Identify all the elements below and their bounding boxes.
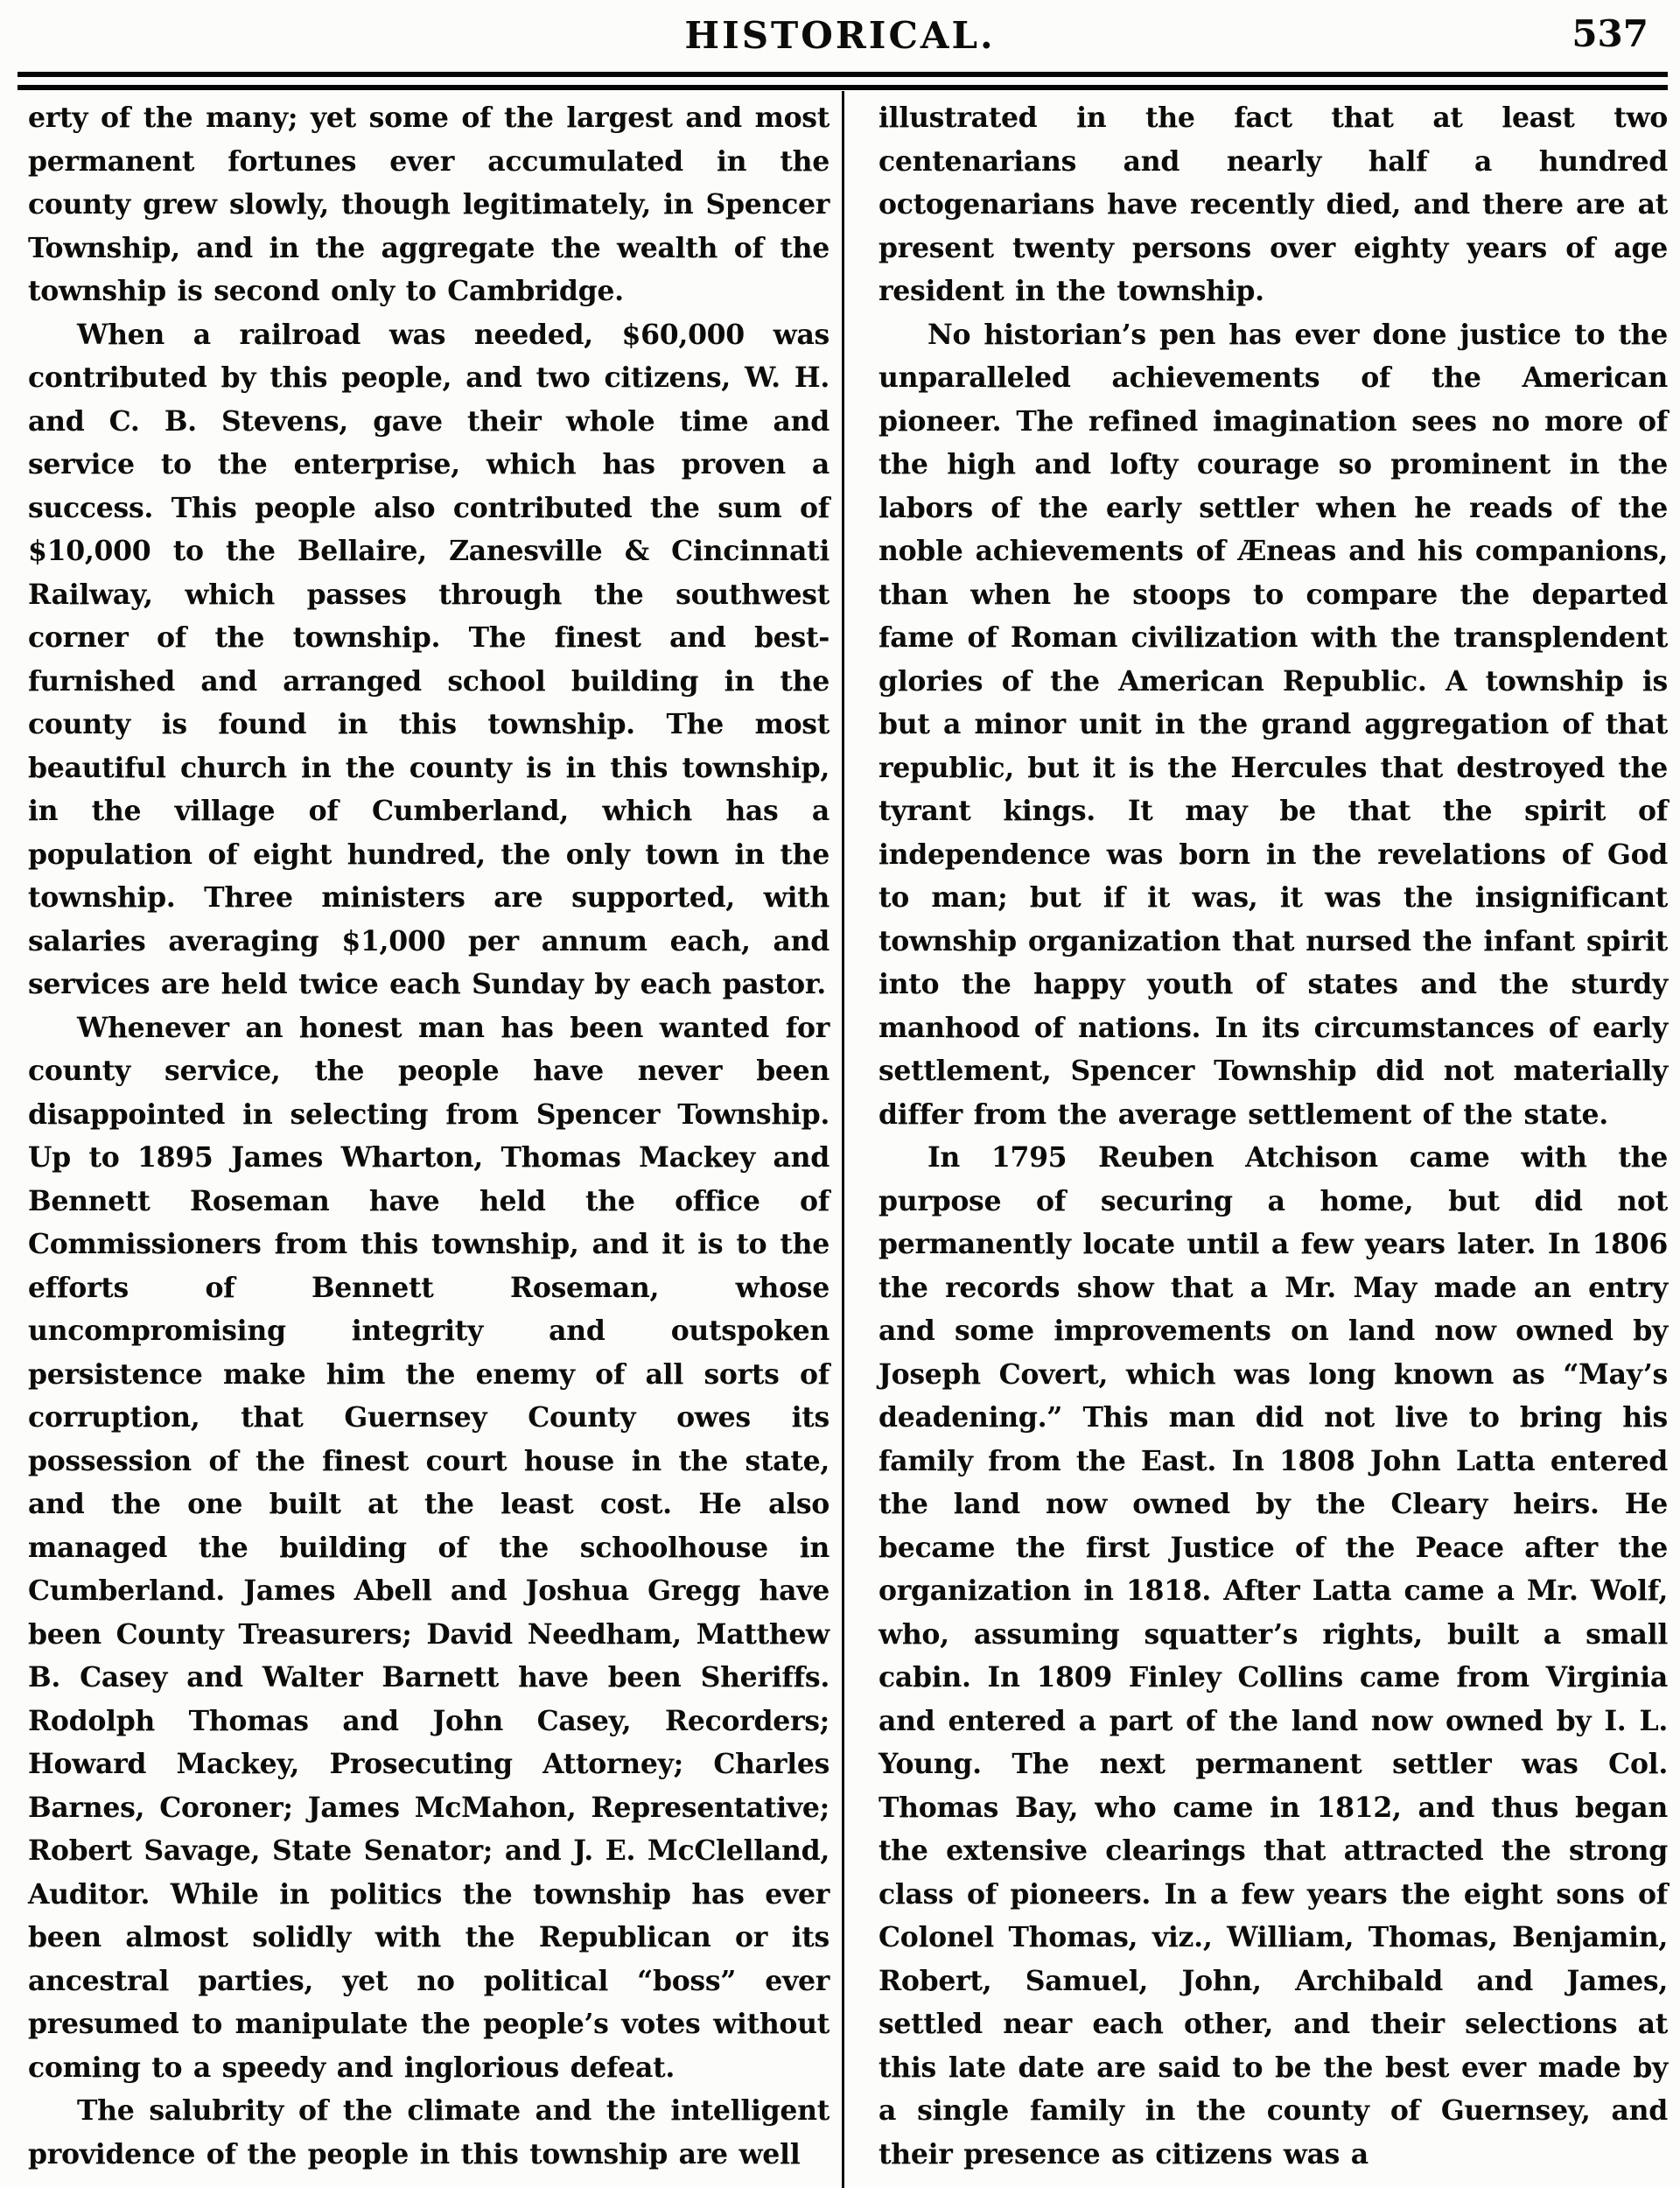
header-double-rule [18,72,1668,90]
right-paragraph-2: No historian’s pen has ever done justice to the unparalleled achievements of the American pioneer. The refined imagination sees no more of the high and lofty courage so prominent in the labors of the early settler when he reads of the noble achievements of Æneas and his companions, than when he stoops to compare the departed fame of Roman civilization with the transplendent glories of the American Republic. A township is but a minor unit in the grand aggregation of that republic, but it is the Hercules that destroyed the tyrant kings. It may be that the spirit of independence was born in the revelations of God to man; but if it was, it was the insignificant township organization that nursed the infant spirit into the happy youth of states and the sturdy manhood of nations. In its circumstances of early settlement, Spencer Township did not materially differ from the average settlement of the state. [878,318,1668,1131]
right-paragraph-3: In 1795 Reuben Atchison came with the purpose of securing a home, but did not permanently locate until a few years later. In 1806 the records show that a Mr. May made an entry and some improvements on land now owned by Joseph Covert, which was long known as “May’s deadening.” This man did not live to bring his family from the East. In 1808 John Latta entered the land now owned by the Cleary heirs. He became the first Justice of the Peace after the organization in 1818. After Latta came a Mr. Wolf, who, assuming squatter’s rights, built a small cabin. In 1809 Finley Collins came from Virginia and entered a part of the land now owned by I. L. Young. The next permanent settler was Col. Thomas Bay, who came in 1812, and thus began the extensive clearings that attracted the strong class of pioneers. In a few years the eight sons of Colonel Thomas, viz., William, Thomas, Benjamin, Robert, Samuel, John, Archibald and James, settled near each other, and their selections at this late date are said to be the best ever made by a single family in the county of Guernsey, and their presence as citizens was a [878,1141,1668,2170]
left-column [28,96,830,2176]
page-number: 537 [1572,12,1648,55]
left-paragraph-3: Whenever an honest man has been wanted for county service, the people have never been disappointed in selecting from Spencer Township. Up to 1895 James Wharton, Thomas Mackey and Bennett Roseman have held the office of Commissioners from this township, and it is to the efforts of Bennett Roseman, whose uncompromising integrity and outspoken persistence make him the enemy of all sorts of corruption, that Guernsey County owes its possession of the finest court house in the state, and the one built at the least cost. He also managed the building of the schoolhouse in Cumberland. James Abell and Joshua Gregg have been County Treasurers; David Needham, Matthew B. Casey and Walter Barnett have been Sheriffs. Rodolph Thomas and John Casey, Recorders; Howard Mackey, Prosecuting Attorney; Charles Barnes, Coroner; James McMahon, Representative; Robert Savage, State Senator; and J. E. McClelland, Auditor. While in politics the township has ever been almost solidly with the Republican or its ancestral parties, yet no political “boss” ever presumed to manipulate the people’s votes without coming to a speedy and inglorious defeat. [28,1011,830,2084]
left-paragraph-4: The salubrity of the climate and the intelligent providence of the people in this township are well [28,2094,830,2170]
left-paragraph-1: erty of the many; yet some of the largest and most permanent fortunes ever accumulated in the county grew slowly, though legitimately, in Spencer Township, and in the aggregate the wealth of the township is second only to Cambridge. [28,102,830,307]
right-column [878,96,1668,2176]
page-title: HISTORICAL. [684,14,996,57]
column-divider-rule [842,91,844,2188]
right-paragraph-1: illustrated in the fact that at least two centenarians and nearly half a hundred octogenarians have recently died, and there are at present twenty persons over eighty years of age resident in the township. [878,102,1668,307]
left-paragraph-2: When a railroad was needed, $60,000 was contributed by this people, and two citizens, W. H. and C. B. Stevens, gave their whole time and service to the enterprise, which has proven a success. This people also contributed the sum of $10,000 to the Bellaire, Zanesville & Cincinnati Railway, which passes through the southwest corner of the township. The finest and best-furnished and arranged school building in the county is found in this township. The most beautiful church in the county is in this township, in the village of Cumberland, which has a population of eight hundred, the only town in the township. Three ministers are supported, with salaries averaging $1,000 per annum each, and services are held twice each Sunday by each pastor. [28,318,830,1000]
